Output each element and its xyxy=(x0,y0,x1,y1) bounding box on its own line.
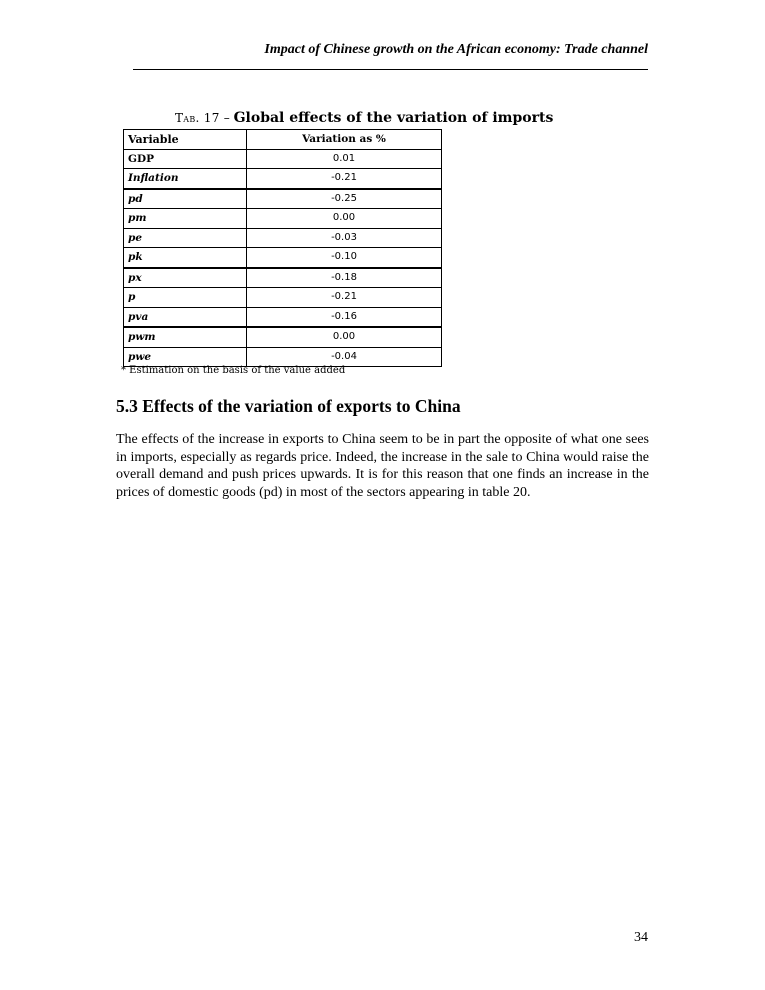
table-row xyxy=(124,228,442,248)
row-variable: Inflation xyxy=(124,169,247,189)
row-variable: pd xyxy=(124,189,247,209)
row-value: -0.21 xyxy=(247,288,442,308)
table-row xyxy=(124,169,442,189)
row-value: -0.10 xyxy=(247,248,442,268)
row-variable: p xyxy=(124,288,247,308)
table-row xyxy=(124,347,442,367)
row-value: -0.03 xyxy=(247,228,442,248)
row-variable: pk xyxy=(124,248,247,268)
table-caption-title: Global effects of the variation of imports xyxy=(233,110,554,126)
row-value: -0.04 xyxy=(247,347,442,367)
section-heading: 5.3 Effects of the variation of exports to China xyxy=(116,396,461,416)
row-variable: pva xyxy=(124,307,247,327)
table-row xyxy=(124,209,442,229)
page-number: 34 xyxy=(634,930,648,945)
row-value: -0.25 xyxy=(247,189,442,209)
header-rule xyxy=(133,69,648,70)
row-value: 0.00 xyxy=(247,327,442,347)
row-variable: GDP xyxy=(124,149,247,169)
table-caption xyxy=(175,110,553,127)
row-value: 0.01 xyxy=(247,149,442,169)
table-row xyxy=(124,268,442,288)
table-row xyxy=(124,189,442,209)
row-value: -0.16 xyxy=(247,307,442,327)
table-row xyxy=(124,327,442,347)
column-header-variation: Variation as % xyxy=(247,130,442,150)
body-paragraph: The effects of the increase in exports to China seem to be in part the opposite of what one sees in imports, especially as regards price. Indeed, the increase in the sale to China would raise the overall demand and push prices upwards. It is for this reason that one finds an increase in the prices of domestic goods (pd) in most of the sectors appearing in table 20. xyxy=(116,432,649,500)
row-value: -0.18 xyxy=(247,268,442,288)
table-row xyxy=(124,288,442,308)
column-header-variable: Variable xyxy=(124,130,247,150)
row-variable: pe xyxy=(124,228,247,248)
row-variable: pwe xyxy=(124,347,247,367)
running-header: Impact of Chinese growth on the African economy: Trade channel xyxy=(264,42,648,57)
table-row xyxy=(124,149,442,169)
table-footnote: * Estimation on the basis of the value added xyxy=(121,365,346,376)
table-header-row xyxy=(124,130,442,150)
imports-effects-table xyxy=(123,129,442,367)
table-caption-prefix: Tab. 17 – xyxy=(175,111,231,125)
row-variable: px xyxy=(124,268,247,288)
row-value: -0.21 xyxy=(247,169,442,189)
table-row xyxy=(124,307,442,327)
row-variable: pwm xyxy=(124,327,247,347)
row-value: 0.00 xyxy=(247,209,442,229)
table-row xyxy=(124,248,442,268)
row-variable: pm xyxy=(124,209,247,229)
